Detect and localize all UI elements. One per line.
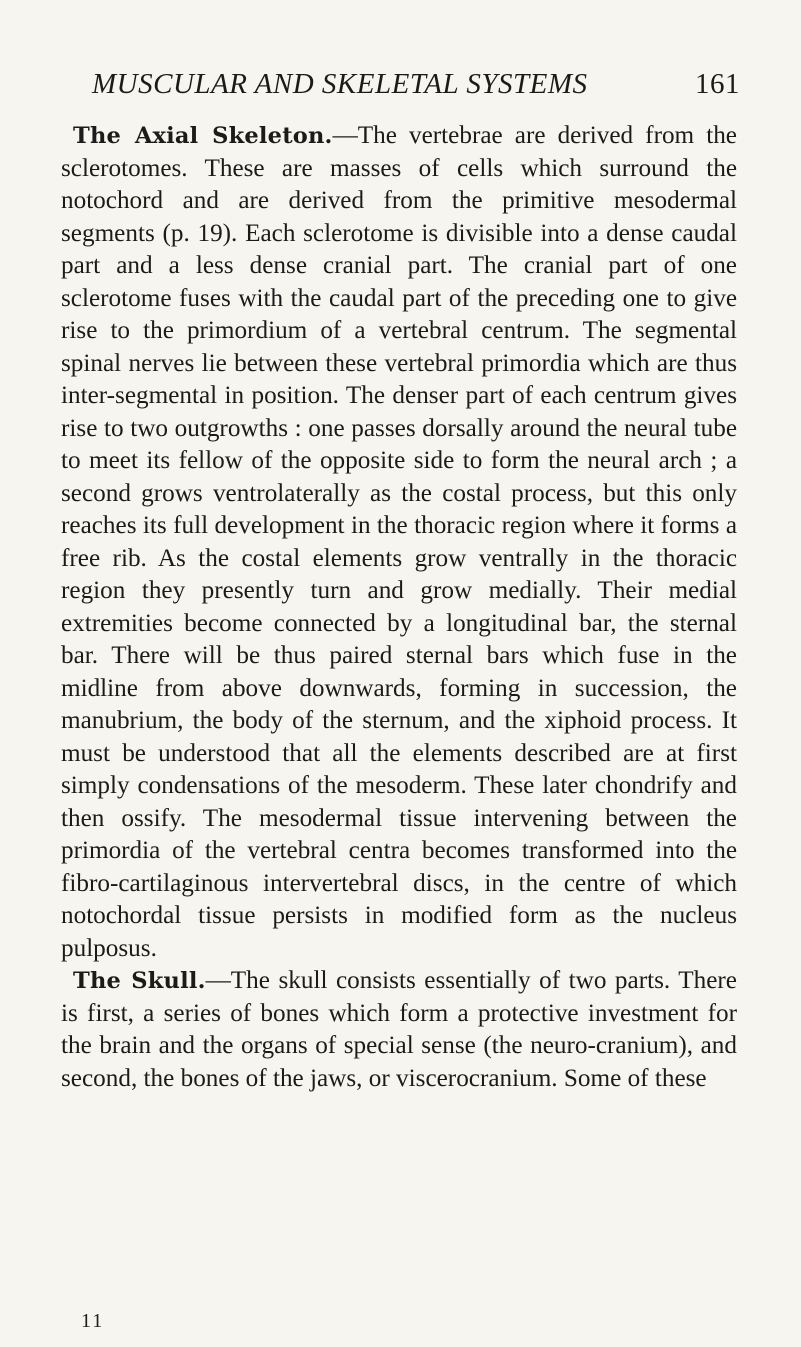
- section-heading-axial-skeleton: The Axial Skeleton.: [73, 123, 333, 149]
- page-number: 161: [695, 68, 740, 100]
- section-heading-skull: The Skull.: [73, 968, 206, 994]
- running-head: [92, 68, 740, 108]
- paragraph-skull: [61, 965, 737, 1095]
- paragraph-text: —The vertebrae are derived from the sclerotomes. These are masses of cells which surround the notochord and are derived from the primitive mesodermal segments (p. 19). Each sclerotome is divisible into a dense caudal part and a less dense cranial part. The cranial part of one sclerotome fuses with the caudal part of the preceding one to give rise to the primordium of a vertebral centrum. The segmental spinal nerves lie between these vertebral primordia which are thus inter-segmental in position. The denser part of each centrum gives rise to two outgrowths : one passes dorsally around the neural tube to meet its fellow of the opposite side to form the neural arch ; a second grows ventrolaterally as the costal process, but this only reaches its full development in the thoracic region where it forms a free rib. As the costal elements grow ventrally in the thoracic region they presently turn and grow medially. Their medial extremities become connected by a longitudinal bar, the sternal bar. There will be thus paired sternal bars which fuse in the midline from above downwards, forming in succession, the manubrium, the body of the sternum, and the xiphoid process. It must be understood that all the elements described are at first simply condensations of the mesoderm. These later chondrify and then ossify. The mesodermal tissue intervening between the primordia of the vertebral centra becomes transformed into the fibro-cartilaginous intervertebral discs, in the centre of which notochordal tissue persists in modified form as the nucleus pulposus.: [61, 122, 737, 962]
- paragraph-axial-skeleton: [61, 120, 737, 965]
- running-title: MUSCULAR AND SKELETAL SYSTEMS: [92, 68, 588, 100]
- signature-mark: 11: [81, 1310, 105, 1332]
- paragraph-text: —The skull consists essentially of two parts. There is first, a series of bones which form a protective investment for the brain and the organs of special sense (the neuro-cranium), and second, the bones of the jaws, or viscerocranium. Some of these: [61, 967, 737, 1092]
- body-text: [61, 120, 737, 1095]
